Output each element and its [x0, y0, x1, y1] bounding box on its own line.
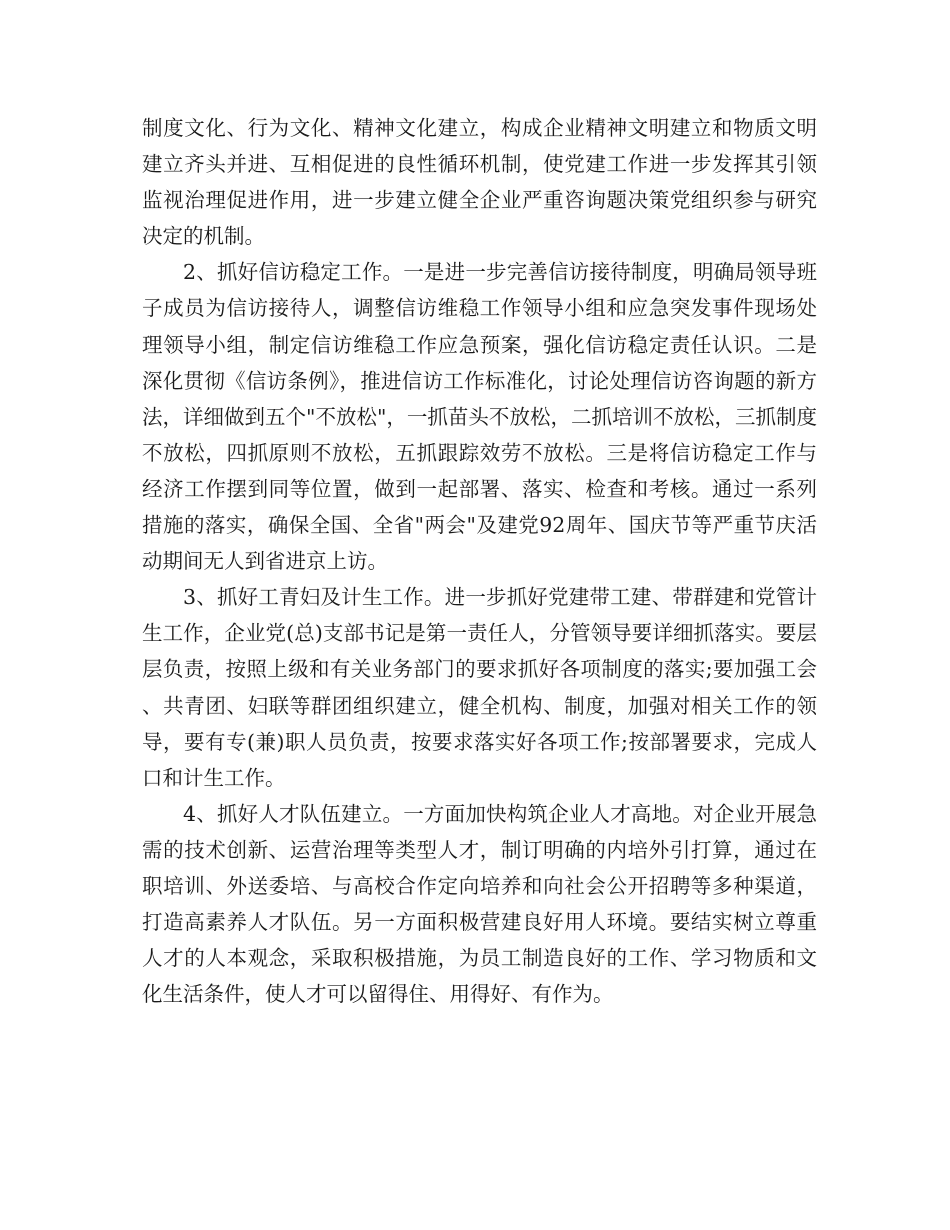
- paragraph-talent-team: 4、抓好人才队伍建立。一方面加快构筑企业人才高地。对企业开展急需的技术创新、运营治理等类型人才，制订明确的内培外引打算，通过在职培训、外送委培、与高校合作定向培养和向社会公开招聘等多种渠道，打造高素养人才队伍。另一方面积极营建良好用人环境。要结实树立尊重人才的人本观念，采取积极措施，为员工制造良好的工作、学习物质和文化生活条件，使人才可以留得住、用得好、有作为。: [142, 801, 817, 1007]
- paragraph-petition-stability: 2、抓好信访稳定工作。一是进一步完善信访接待制度，明确局领导班子成员为信访接待人，调整信访维稳工作领导小组和应急突发事件现场处理领导小组，制定信访维稳工作应急预案，强化信访稳定责任认识。二是深化贯彻《信访条例》，推进信访工作标准化，讨论处理信访咨询题的新方法，详细做到五个"不放松"，一抓苗头不放松，二抓培训不放松，三抓制度不放松，四抓原则不放松，五抓跟踪效劳不放松。三是将信访稳定工作与经济工作摆到同等位置，做到一起部署、落实、检查和考核。通过一系列措施的落实，确保全国、全省"两会"及建党92周年、国庆节等严重节庆活动期间无人到省进京上访。: [142, 260, 817, 574]
- paragraph-union-youth-women: 3、抓好工青妇及计生工作。进一步抓好党建带工建、带群建和党管计生工作，企业党(总)支部书记是第一责任人，分管领导要详细抓落实。要层层负责，按照上级和有关业务部门的要求抓好各项制度的落实;要加强工会、共青团、妇联等群团组织建立，健全机构、制度，加强对相关工作的领导，要有专(兼)职人员负责，按要求落实好各项工作;按部署要求，完成人口和计生工作。: [142, 585, 817, 790]
- paragraph-continuation: 制度文化、行为文化、精神文化建立，构成企业精神文明建立和物质文明建立齐头并进、互相促进的良性循环机制，使党建工作进一步发挥其引领监视治理促进作用，进一步建立健全企业严重咨询题决策党组织参与研究决定的机制。: [142, 116, 817, 249]
- document-body: [142, 110, 817, 1012]
